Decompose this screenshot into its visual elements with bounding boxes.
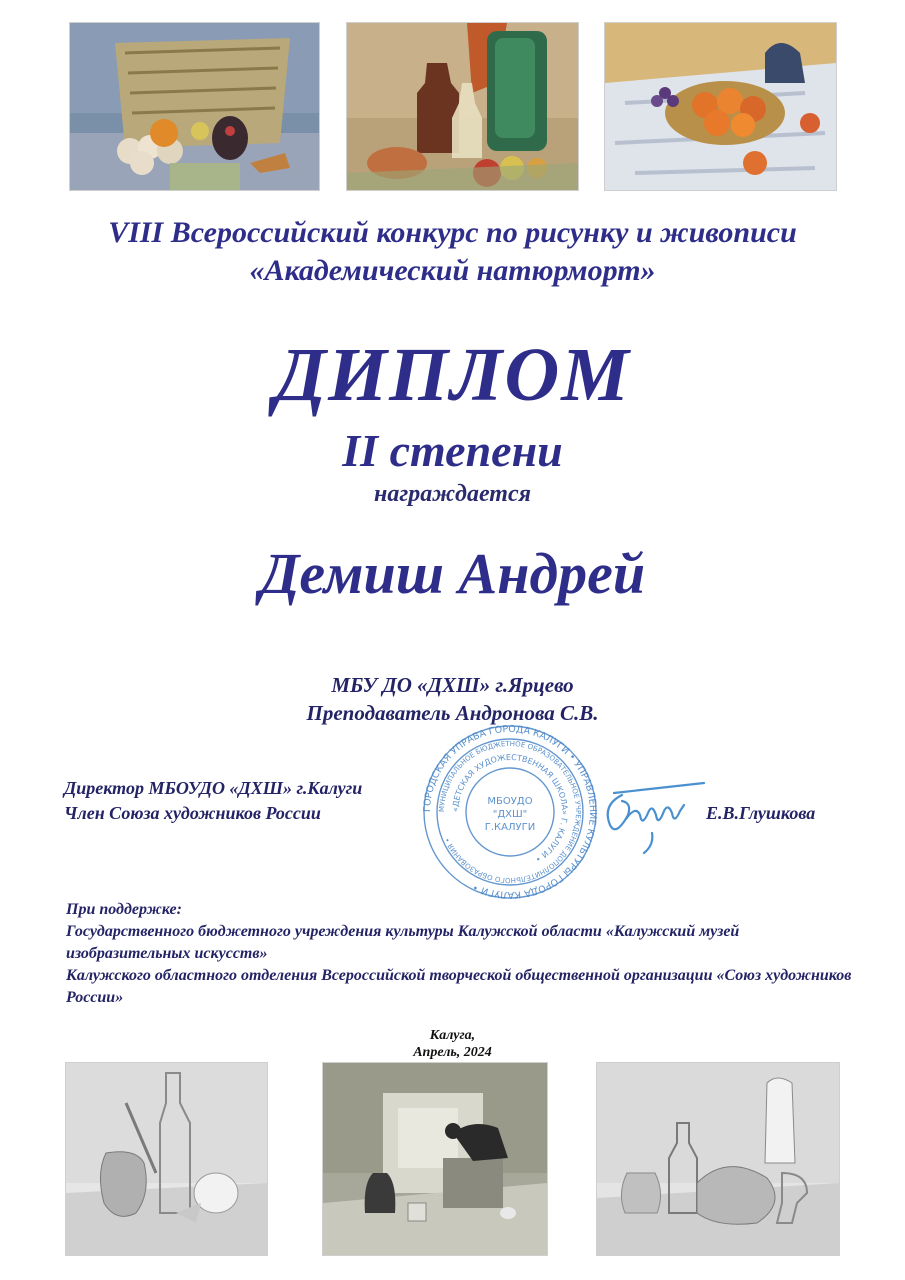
stamp-center-line1: МБОУДО	[487, 796, 533, 807]
city-label: Калуга,	[429, 1028, 476, 1043]
teacher-name: Преподаватель Андронова С.В.	[306, 701, 599, 725]
stamp-inner-text: «ДЕТСКАЯ ХУДОЖЕСТВЕННАЯ ШКОЛА» Г. КАЛУГИ •	[450, 752, 570, 864]
awarded-label: награждается	[374, 481, 531, 507]
diploma-degree: II степени	[342, 425, 563, 476]
support-label: При поддержке:	[66, 901, 182, 918]
support-org-2: Калужского областного отделения Всероссийской творческой общественной организации «Союз художников России»	[66, 967, 852, 1006]
support-org-1: Государственного бюджетного учреждения культуры Калужской области «Калужский музей изобразительных искусств»	[66, 923, 740, 962]
bottom-drawing-1	[65, 1062, 268, 1256]
school-stamp	[422, 724, 598, 900]
bottom-drawing-2	[322, 1062, 548, 1256]
school-name: МБУ ДО «ДХШ» г.Ярцево	[331, 673, 574, 697]
director-title: Директор МБОУДО «ДХШ» г.Калуги	[64, 778, 363, 798]
top-painting-1	[69, 22, 320, 191]
date-label: Апрель, 2024	[413, 1045, 492, 1060]
director-name: Е.В.Глушкова	[706, 803, 816, 823]
contest-title-line1: VIII Всероссийский конкурс по рисунку и живописи	[108, 216, 797, 249]
stamp-outer-text: ГОРОДСКАЯ УПРАВА ГОРОДА КАЛУГИ • УПРАВЛЕНИЕ КУЛЬТУРЫ ГОРОДА КАЛУГИ •	[422, 724, 598, 900]
director-signature	[592, 775, 707, 855]
director-membership: Член Союза художников России	[64, 803, 321, 823]
bottom-drawing-3	[596, 1062, 840, 1256]
diploma-title: ДИПЛОМ	[274, 333, 631, 417]
top-painting-2	[346, 22, 579, 191]
top-painting-3	[604, 22, 837, 191]
stamp-center-line3: Г.КАЛУГИ	[484, 822, 536, 833]
stamp-center-line2: "ДХШ"	[492, 809, 528, 820]
contest-title-line2: «Академический натюрморт»	[249, 254, 656, 287]
stamp-middle-text: МУНИЦИПАЛЬНОЕ БЮДЖЕТНОЕ ОБРАЗОВАТЕЛЬНОЕ УЧРЕЖДЕНИЕ ДОПОЛНИТЕЛЬНОГО ОБРАЗОВАНИЯ •	[437, 739, 583, 885]
recipient-name: Демиш Андрей	[259, 541, 646, 606]
